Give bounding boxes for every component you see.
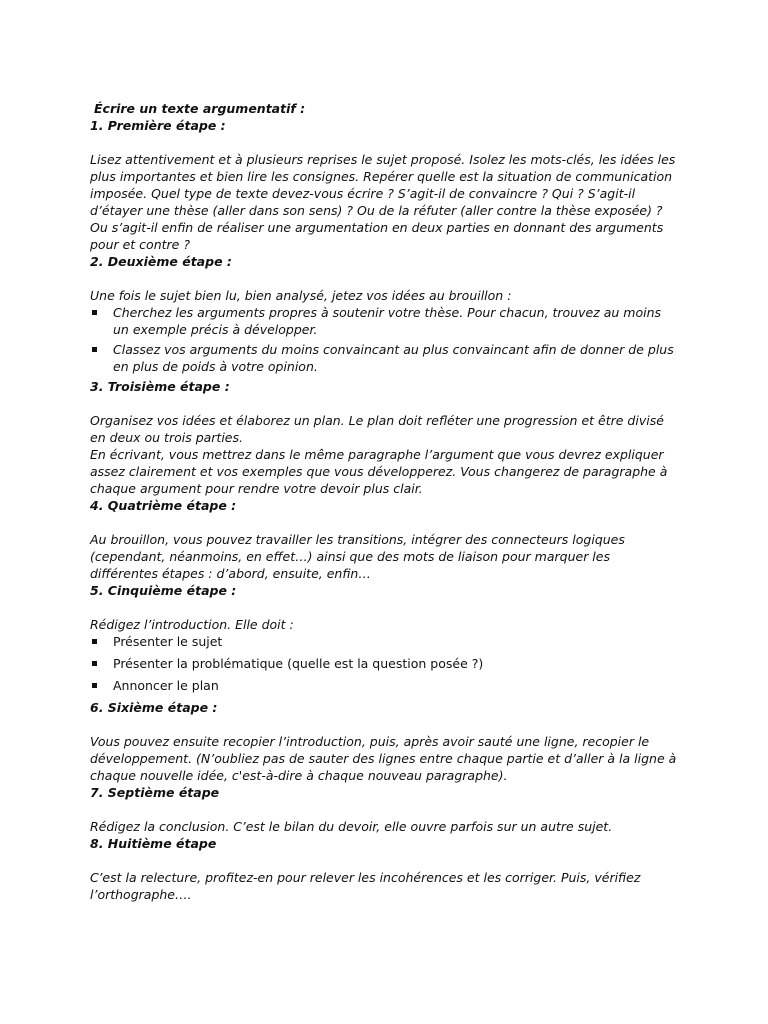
list-item: Présenter le sujet bbox=[90, 633, 680, 650]
document-title: Écrire un texte argumentatif : bbox=[94, 101, 306, 116]
step-5-intro: Rédigez l’introduction. Elle doit : bbox=[90, 617, 294, 632]
list-item: Cherchez les arguments propres à soutenir votre thèse. Pour chacun, trouvez au moins un exemple précis à développer. bbox=[90, 304, 680, 338]
step-5-bullet-list bbox=[90, 633, 680, 694]
step-2-heading: 2. Deuxième étape : bbox=[90, 254, 232, 269]
step-4-heading: 4. Quatrième étape : bbox=[90, 498, 237, 513]
document-page bbox=[90, 100, 680, 903]
step-4-paragraph: Au brouillon, vous pouvez travailler les transitions, intégrer des connecteurs logiques (cependant, néanmoins, en effet…) ainsi que des mots de liaison pour marquer les différentes étapes : d’abord, ensuite, enfin… bbox=[90, 532, 625, 581]
step-3-paragraph-1: Organisez vos idées et élaborez un plan. Le plan doit refléter une progression et être divisé en deux ou trois parties. bbox=[90, 413, 664, 445]
step-8-paragraph: C’est la relecture, profitez-en pour relever les incohérences et les corriger. Puis, vérifiez l’orthographe…. bbox=[90, 870, 641, 902]
list-item: Annoncer le plan bbox=[90, 677, 680, 694]
step-8-heading: 8. Huitième étape bbox=[90, 836, 217, 851]
step-3-heading: 3. Troisième étape : bbox=[90, 379, 230, 394]
step-1-heading: 1. Première étape : bbox=[90, 118, 226, 133]
step-7-heading: 7. Septième étape bbox=[90, 785, 220, 800]
step-6-heading: 6. Sixième étape : bbox=[90, 700, 218, 715]
list-item: Présenter la problématique (quelle est la question posée ?) bbox=[90, 655, 680, 672]
step-2-intro: Une fois le sujet bien lu, bien analysé, jetez vos idées au brouillon : bbox=[90, 288, 512, 303]
step-3-paragraph-2: En écrivant, vous mettrez dans le même paragraphe l’argument que vous devrez expliquer assez clairement et vos exemples que vous développerez. Vous changerez de paragraphe à chaque argument pour rendre votre devoir plus clair. bbox=[90, 447, 668, 496]
step-5-heading: 5. Cinquième étape : bbox=[90, 583, 237, 598]
step-7-paragraph: Rédigez la conclusion. C’est le bilan du devoir, elle ouvre parfois sur un autre sujet. bbox=[90, 819, 613, 834]
step-1-paragraph: Lisez attentivement et à plusieurs reprises le sujet proposé. Isolez les mots-clés, les idées les plus importantes et bien lire les consignes. Repérer quelle est la situation de communication imposée. Quel type de texte devez-vous écrire ? S’agit-il de convaincre ? Qui ? S’agit-il d’étayer une thèse (aller dans son sens) ? Ou de la réfuter (aller contre la thèse exposée) ? Ou s’agit-il enfin de réaliser une argumentation en deux parties en donnant des arguments pour et contre ? bbox=[90, 152, 676, 252]
step-6-paragraph: Vous pouvez ensuite recopier l’introduction, puis, après avoir sauté une ligne, recopier le développement. (N’oubliez pas de sauter des lignes entre chaque partie et d’aller à la ligne à chaque nouvelle idée, c'est-à-dire à chaque nouveau paragraphe). bbox=[90, 734, 677, 783]
list-item: Classez vos arguments du moins convaincant au plus convaincant afin de donner de plus en plus de poids à votre opinion. bbox=[90, 341, 680, 375]
step-2-bullet-list bbox=[90, 304, 680, 375]
